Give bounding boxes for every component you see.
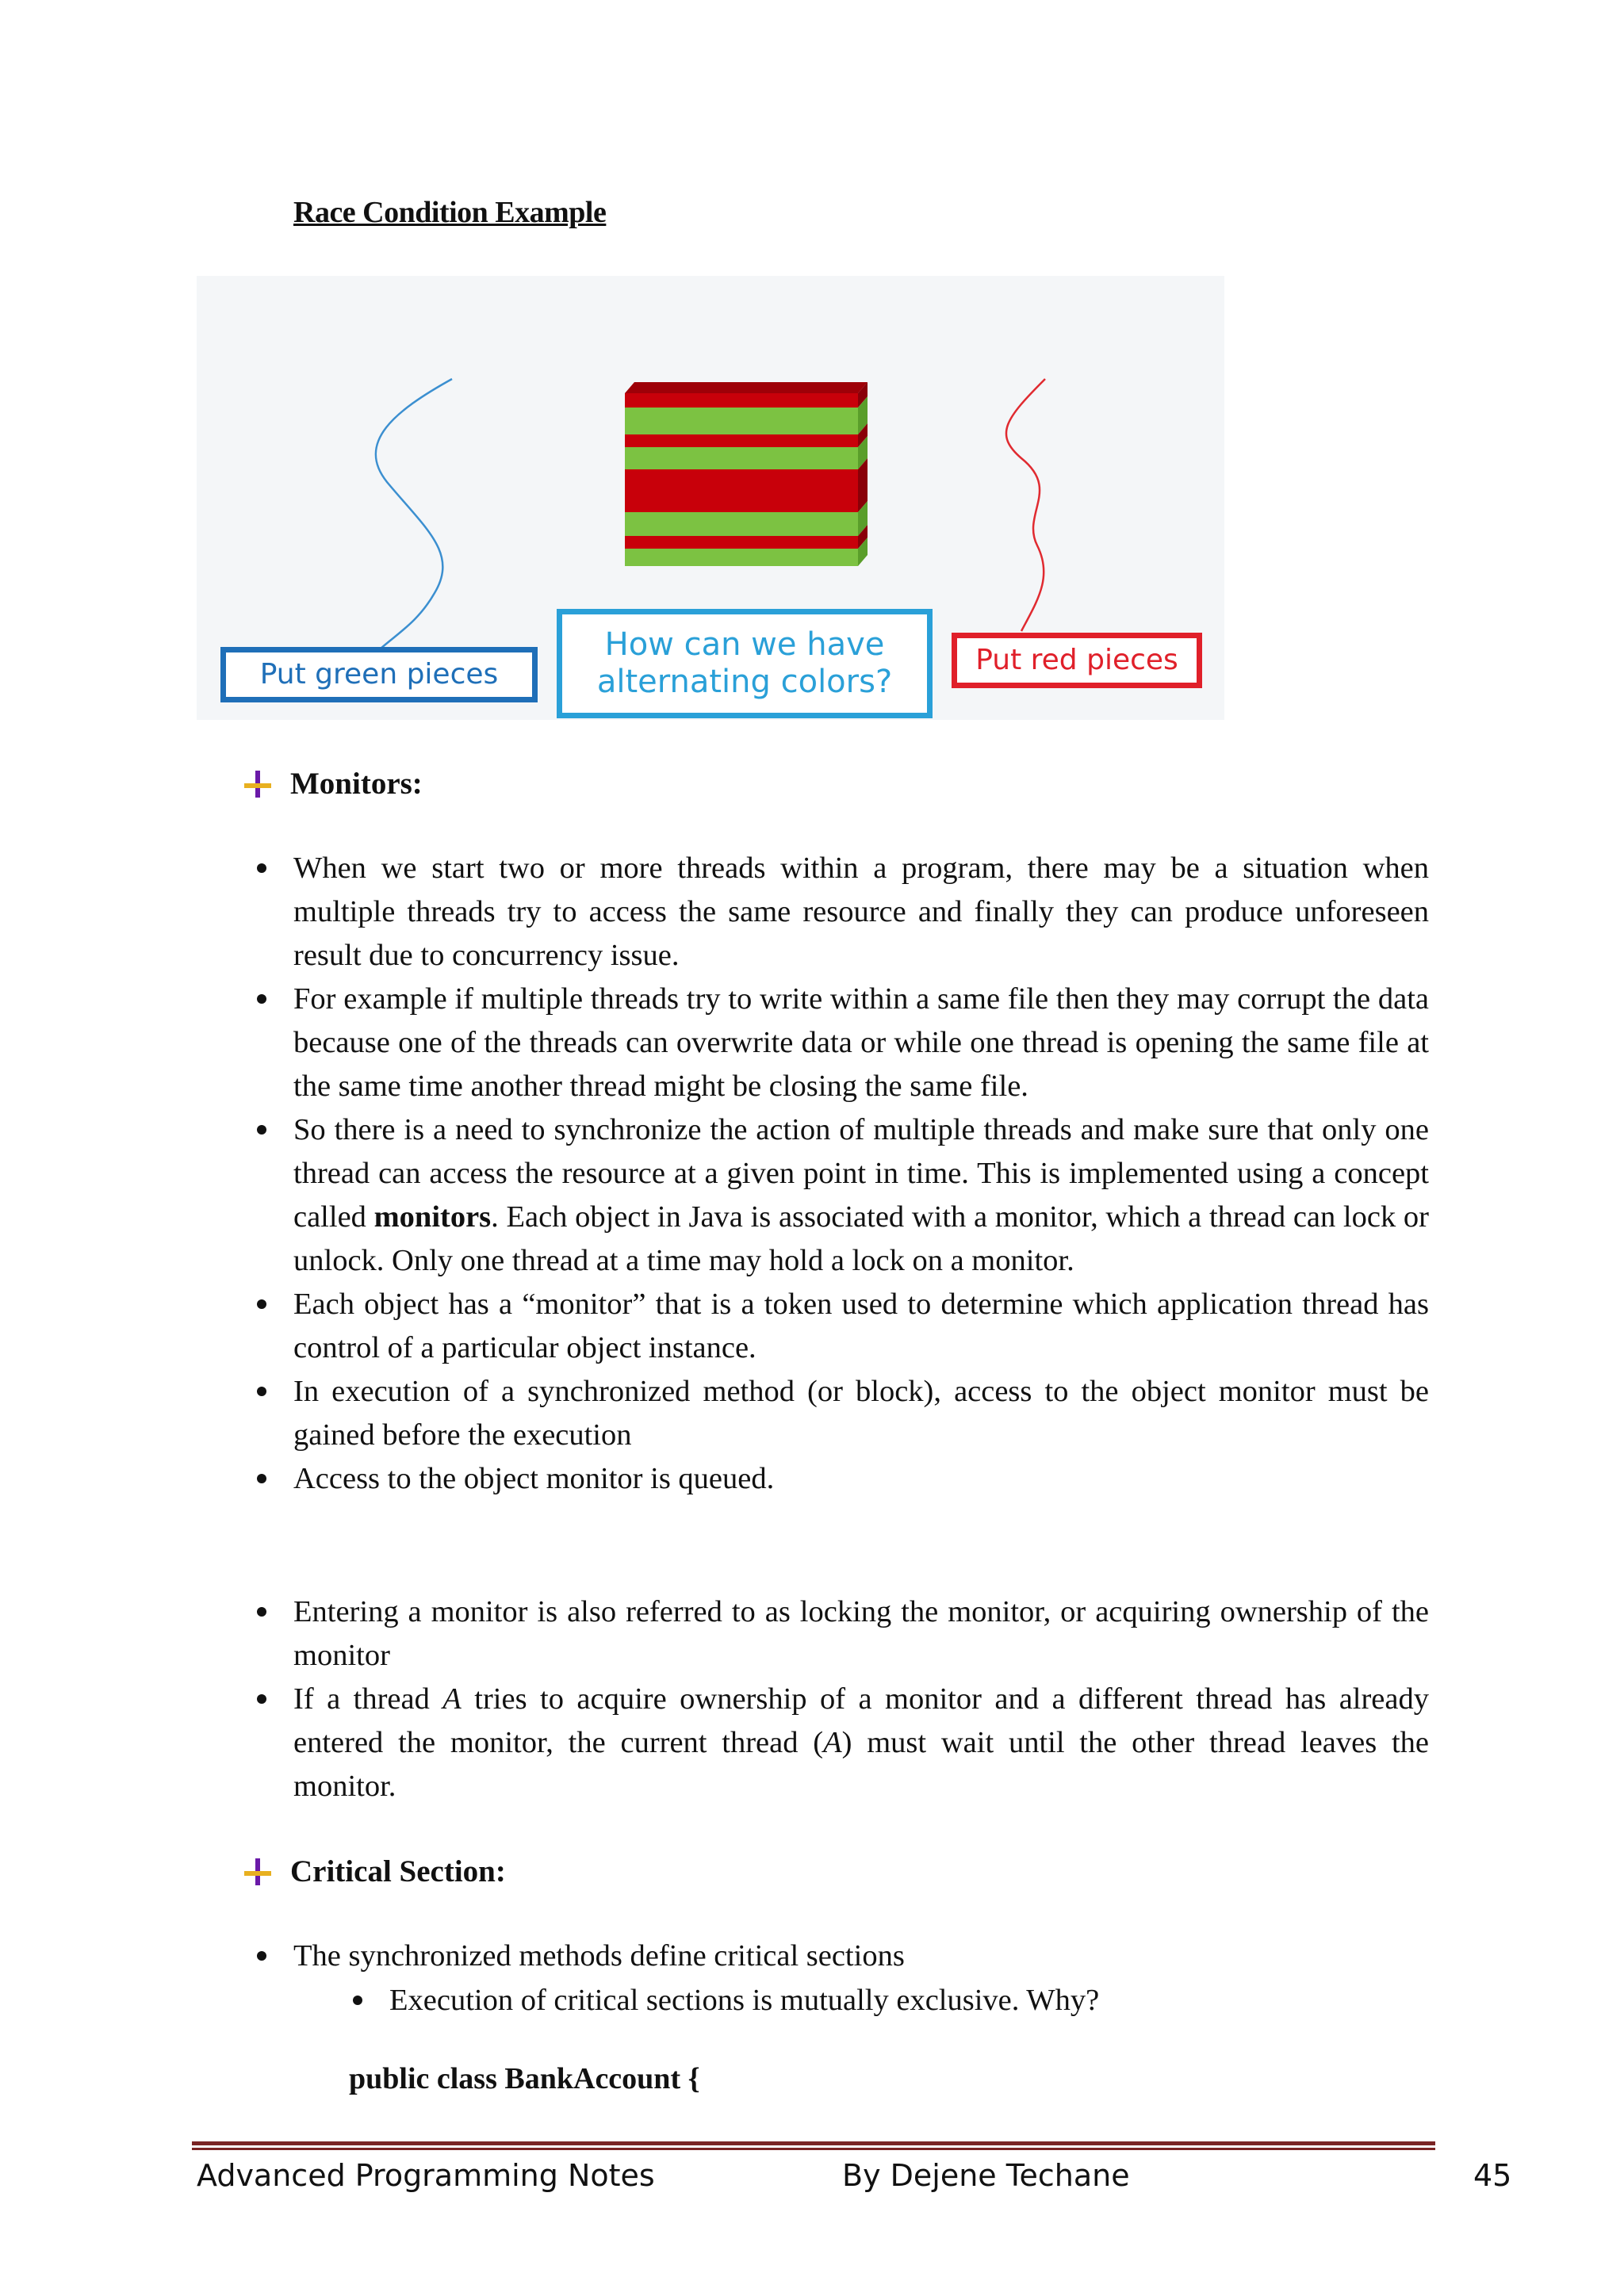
plus-bullet-icon bbox=[244, 771, 271, 798]
italic-term: A bbox=[442, 1682, 462, 1716]
list-item: When we start two or more threads within a program, there may be a situation when multiple threads try to access the same resource and finally they can produce unforeseen result due to concurrency issue. bbox=[293, 847, 1429, 978]
list-item: Entering a monitor is also referred to as locking the monitor, or acquiring ownership of the monitor bbox=[293, 1590, 1429, 1678]
critical-title: Critical Section: bbox=[290, 1854, 506, 1888]
code-line: public class BankAccount { bbox=[349, 2062, 700, 2095]
list-item: In execution of a synchronized method (or block), access to the object monitor must be gained before the execution bbox=[293, 1370, 1429, 1457]
red-thread-line bbox=[1006, 379, 1045, 631]
green-thread-line bbox=[376, 379, 452, 649]
list-item-text: If a thread bbox=[293, 1682, 443, 1716]
red-label-text: Put red pieces bbox=[975, 643, 1178, 676]
italic-term: A bbox=[823, 1726, 842, 1759]
list-item: Execution of critical sections is mutually exclusive. Why? bbox=[389, 1979, 1341, 2022]
section-heading: Race Condition Example bbox=[293, 196, 607, 229]
list-item-text: ) must wait until the other thread leaves the monitor. bbox=[293, 1726, 1430, 1803]
list-item bbox=[293, 1678, 1429, 1808]
stacked-pieces bbox=[625, 382, 868, 566]
question-line-2: alternating colors? bbox=[596, 664, 893, 700]
footer-title: Advanced Programming Notes bbox=[197, 2158, 655, 2193]
footer-author: By Dejene Techane bbox=[842, 2158, 1130, 2193]
bold-term: monitors bbox=[373, 1200, 492, 1234]
list-item bbox=[293, 1108, 1429, 1283]
list-item: Access to the object monitor is queued. bbox=[293, 1457, 1429, 1501]
list-item-text: tries to acquire ownership of a monitor and a different thread has already entered the monitor, the current thread ( bbox=[293, 1682, 1429, 1759]
critical-bullet-list bbox=[293, 1934, 1429, 1978]
plus-bullet-icon bbox=[244, 1858, 271, 1885]
footer-divider bbox=[192, 2141, 1435, 2150]
list-item-text: So there is a need to synchronize the action of multiple threads and make sure that only one thread can access the resource at a given point in time. This is implemented using a concept called bbox=[293, 1113, 1429, 1234]
monitors-bullet-list-continued bbox=[293, 1590, 1429, 1808]
monitors-bullet-list bbox=[293, 847, 1429, 1501]
page-number: 45 bbox=[1473, 2158, 1512, 2193]
question-label bbox=[557, 609, 933, 718]
put-green-pieces-label bbox=[220, 647, 538, 702]
monitors-title: Monitors: bbox=[290, 767, 423, 801]
critical-section-heading bbox=[244, 1854, 506, 1889]
list-item: For example if multiple threads try to write within a same file then they may corrupt the data because one of the threads can overwrite data or while one thread is opening the same file at the same time another thread might be closing the same file. bbox=[293, 978, 1429, 1108]
critical-sub-bullet-list bbox=[389, 1979, 1341, 2022]
list-item-text: . Each object in Java is associated with a monitor, which a thread can lock or unlock. Only one thread at a time may hold a lock on a monitor. bbox=[293, 1200, 1429, 1277]
question-line-1: How can we have bbox=[604, 626, 885, 663]
list-item: The synchronized methods define critical sections bbox=[293, 1934, 1429, 1978]
race-condition-figure bbox=[197, 276, 1224, 720]
green-label-text: Put green pieces bbox=[259, 657, 499, 691]
monitors-heading bbox=[244, 766, 423, 802]
list-item: Each object has a “monitor” that is a token used to determine which application thread has control of a particular object instance. bbox=[293, 1283, 1429, 1370]
put-red-pieces-label bbox=[952, 633, 1202, 688]
